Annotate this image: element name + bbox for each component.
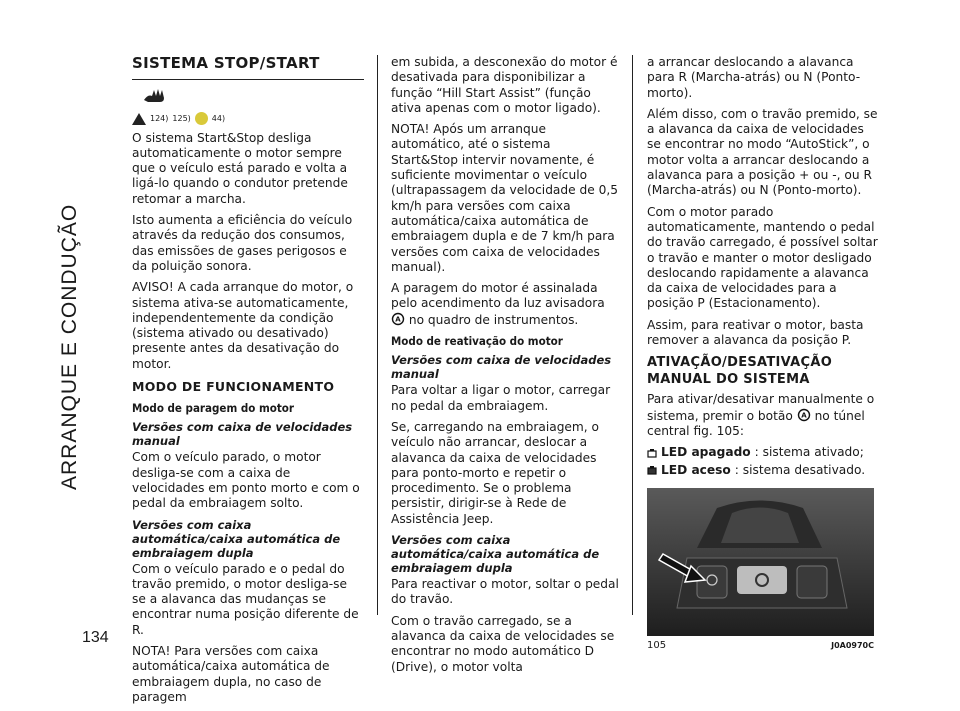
paragraph-part: no túnel central fig. 105: [647,408,865,438]
center-console-illustration [647,488,874,636]
paragraph: Com o veículo parado e o pedal do travão premido, o motor desliga-se se a alavanca das mudanças se encontrar numa posição diferente de R. [132,561,359,637]
paragraph-part: no quadro de instrumentos. [408,312,579,327]
led-on-text: : sistema desativado. [734,462,866,477]
column-divider-1 [377,55,378,615]
warning-refs-row [132,111,364,126]
paragraph: O sistema Start&Stop desliga automaticamente o motor sempre que o veículo está parado e volta a ligá-lo quando o condutor pretende retomar a marcha. [132,130,348,206]
paragraph: Para reactivar o motor, soltar o pedal do travão. [391,577,619,607]
paragraph [647,392,879,439]
start-stop-button-icon [797,408,811,422]
led-off-icon [647,448,657,458]
column-3 [647,55,879,653]
glove-icon [142,86,364,108]
paragraph: Assim, para reativar o motor, basta remover a alavanca da posição P. [647,317,864,348]
heading-ativacao: ATIVAÇÃO/DESATIVAÇÃO MANUAL DO SISTEMA [647,355,833,388]
led-on-icon [647,465,657,475]
paragraph: Com o veículo parado, o motor desliga-se com a caixa de velocidades em ponto morto e com o pedal da embraiagem solto. [132,450,360,511]
paragraph: Isto aumenta a eficiência do veículo através da redução dos consumos, das emissões de gases perigosos e da poluição sonora. [132,213,353,273]
led-on-label: LED aceso [661,462,731,477]
section-title: SISTEMA STOP/START [132,54,320,72]
paragraph: Com o travão carregado, se a alavanca da caixa de velocidades se encontrar no modo automático D (Drive), o motor volta [391,613,615,674]
paragraph: a arrancar deslocando a alavanca para R (Marcha-atrás) ou N (Ponto-morto). [647,55,861,100]
column-1 [132,55,364,711]
led-off-item [647,445,879,460]
paragraph: AVISO! A cada arranque do motor, o sistema ativa-se automaticamente, independentemente da condição (sistema ativado ou desativado) presente antes da desativação do motor. [132,280,354,371]
subheading-reativacao: Modo de reativação do motor [391,334,563,349]
led-off-label: LED apagado [661,445,751,460]
start-stop-warning-icon [391,312,405,326]
subheading-paragem: Modo de paragem do motor [132,401,294,416]
subheading-automatica: Versões com caixa automática/caixa automática de embraiagem dupla [391,533,600,576]
paragraph: Além disso, com o travão premido, se a alavanca da caixa de velocidades se encontrar no modo “AutoStick”, o motor volta a arrancar deslocando a alavanca para a posição + ou -, ou R (Marcha-atrás) ou N (Ponto-morto). [647,106,878,198]
paragraph: em subida, a desconexão do motor é desativada para disponibilizar a função “Hill Start Assist” (função ativa apenas com o motor ligado). [391,55,618,115]
figure-number: 105 [647,639,667,651]
led-on-item [647,463,879,478]
paragraph: NOTA! Após um arranque automático, até o sistema Start&Stop intervir novamente, é suficiente movimentar o veículo (ultrapassagem da velocidade de 0,5 km/h para versões com caixa automática/caixa automática de embraiagem dupla e de 7 km/h para versões com caixa de velocidades manual). [391,122,618,274]
paragraph [391,281,621,328]
paragraph: Se, carregando na embraiagem, o veículo não arrancar, deslocar a alavanca da caixa de velocidades para ponto-morto e repetir o procedimento. Se o problema persistir, dirigir-se à Rede de Assistência Jeep. [391,419,600,526]
paragraph: NOTA! Para versões com caixa automática/caixa automática de embraiagem dupla, no caso de paragem [132,644,330,704]
ref-125: 125) [172,114,191,124]
paragraph-part: A paragem do motor é assinalada pelo acendimento da luz avisadora [391,281,605,311]
figure-105-photo [647,488,874,636]
subheading-automatica: Versões com caixa automática/caixa automática de embraiagem dupla [132,517,341,560]
environment-icon [195,112,208,125]
ref-124: 124) [150,114,169,124]
column-2 [391,55,621,681]
paragraph-part: Para ativar/desativar manualmente o sistema, premir o botão [647,392,875,423]
subheading-manual: Versões com caixa de velocidades manual [132,420,353,449]
warning-triangle-icon [132,113,146,125]
ref-44: 44) [211,114,226,124]
figure-caption [647,638,874,653]
subheading-manual: Versões com caixa de velocidades manual [391,353,612,382]
led-off-text: : sistema ativado; [754,445,864,460]
heading-modo-funcionamento: MODO DE FUNCIONAMENTO [132,379,335,395]
svg-text:A: A [800,411,807,420]
chapter-side-title: ARRANQUE E CONDUÇÃO [58,203,81,490]
svg-text:A: A [395,315,401,324]
column-divider-2 [632,55,633,615]
section-title-block [132,55,364,80]
paragraph: Com o motor parado automaticamente, mantendo o pedal do travão carregado, é possível soltar o travão e manter o motor desligado deslocando rapidamente a alavanca da caixa de velocidades para a posição P (Estacionamento). [647,204,878,311]
paragraph: Para voltar a ligar o motor, carregar no pedal da embraiagem. [391,383,611,413]
page-number: 134 [82,629,109,646]
figure-code: J0A0970C [831,640,874,650]
